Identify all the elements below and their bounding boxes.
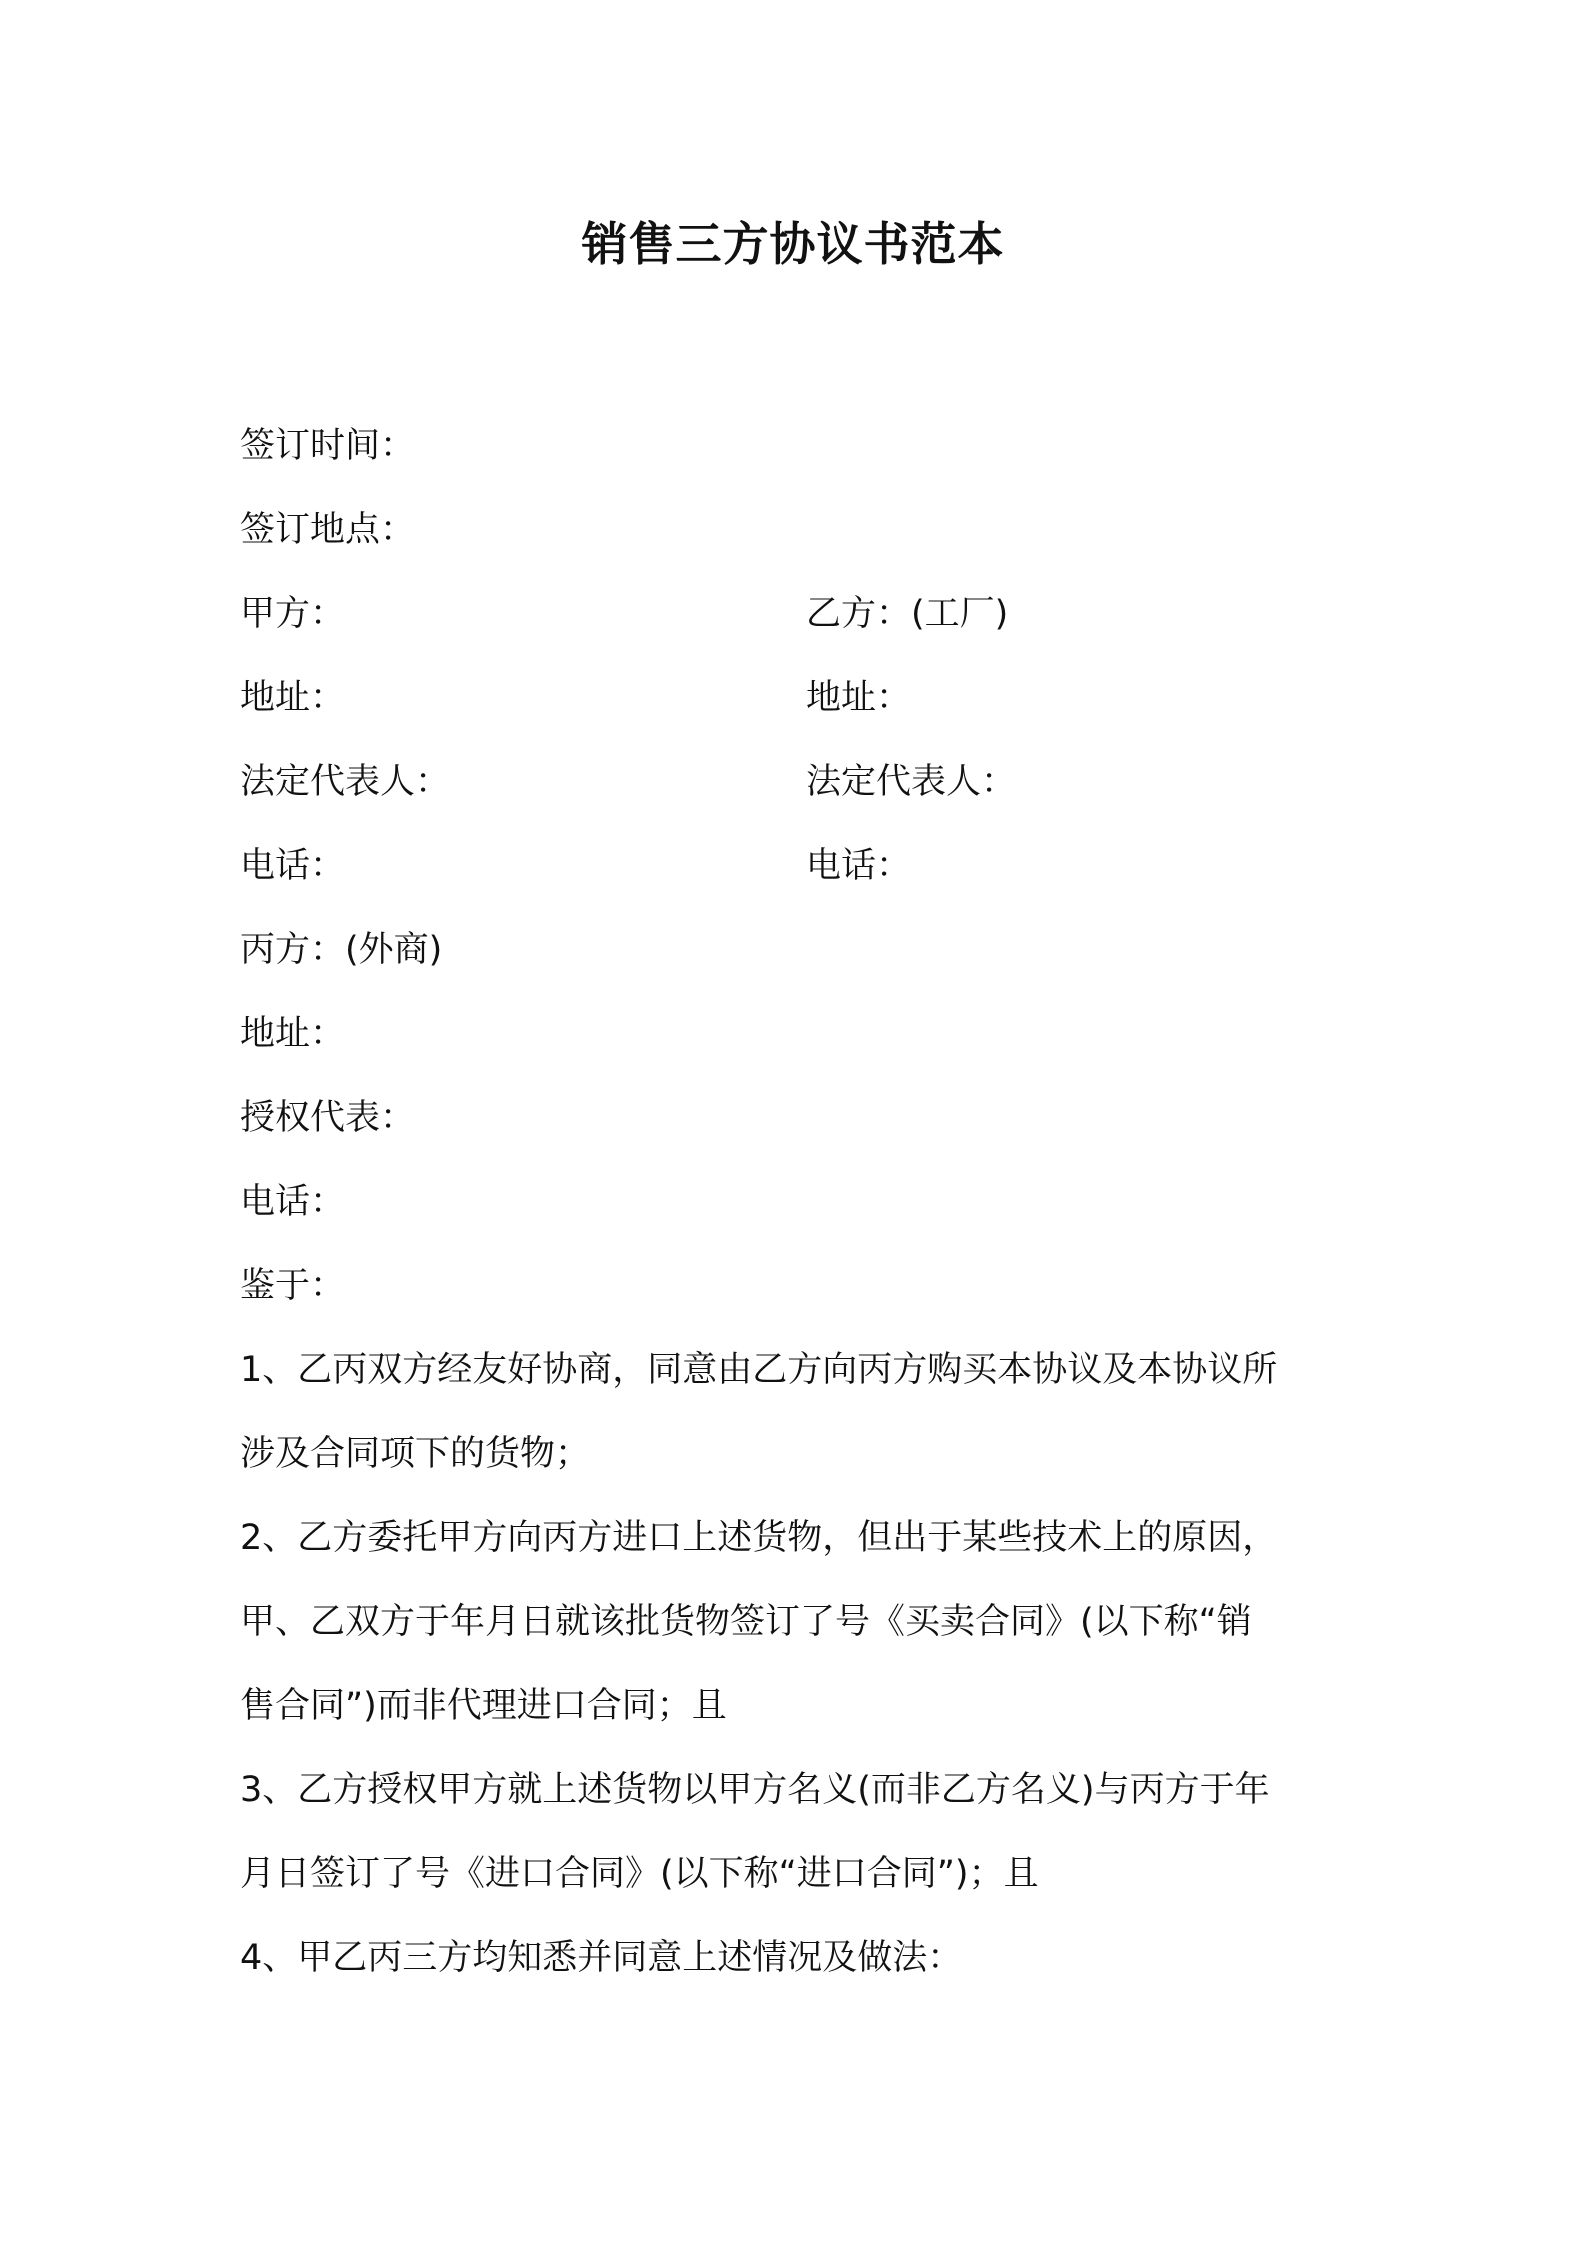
party-c-auth-rep: 授权代表： bbox=[240, 1098, 416, 1138]
clause-line: 1、乙丙双方经友好协商，同意由乙方向丙方购买本协议及本协议所 bbox=[240, 1350, 1278, 1390]
party-legal-rep-row bbox=[240, 740, 1360, 824]
party-a-legal-rep: 法定代表人： bbox=[240, 762, 451, 802]
document-body bbox=[240, 404, 1360, 2000]
party-a-address: 地址： bbox=[240, 678, 346, 718]
party-b-phone: 电话： bbox=[806, 846, 912, 886]
party-c-name: 丙方：(外商) bbox=[240, 930, 443, 970]
party-name-row bbox=[240, 572, 1360, 656]
party-b-legal-rep: 法定代表人： bbox=[806, 762, 1017, 802]
party-b-name: 乙方：(工厂) bbox=[806, 594, 1009, 634]
clause-line: 3、乙方授权甲方就上述货物以甲方名义(而非乙方名义)与丙方于年 bbox=[240, 1770, 1270, 1810]
clause-line: 甲、乙双方于年月日就该批货物签订了号《买卖合同》(以下称“销 bbox=[240, 1602, 1252, 1642]
sign-place-line: 签订地点： bbox=[240, 510, 416, 550]
party-a-phone: 电话： bbox=[240, 846, 346, 886]
party-address-row bbox=[240, 656, 1360, 740]
clause-line: 2、乙方委托甲方向丙方进口上述货物，但出于某些技术上的原因， bbox=[240, 1518, 1278, 1558]
document-title: 销售三方协议书范本 bbox=[581, 217, 1005, 271]
party-phone-row bbox=[240, 824, 1360, 908]
sign-time-line: 签订时间： bbox=[240, 426, 416, 466]
clause-line: 涉及合同项下的货物； bbox=[240, 1434, 591, 1474]
party-c-phone: 电话： bbox=[240, 1182, 346, 1222]
clause-line: 4、甲乙丙三方均知悉并同意上述情况及做法： bbox=[240, 1938, 963, 1978]
party-a-name: 甲方： bbox=[240, 594, 346, 634]
party-c-address: 地址： bbox=[240, 1014, 346, 1054]
clause-line: 月日签订了号《进口合同》(以下称“进口合同”)；且 bbox=[240, 1854, 1039, 1894]
party-b-address: 地址： bbox=[806, 678, 912, 718]
whereas-heading: 鉴于： bbox=[240, 1266, 346, 1306]
clause-line: 售合同”)而非代理进口合同；且 bbox=[240, 1686, 727, 1726]
